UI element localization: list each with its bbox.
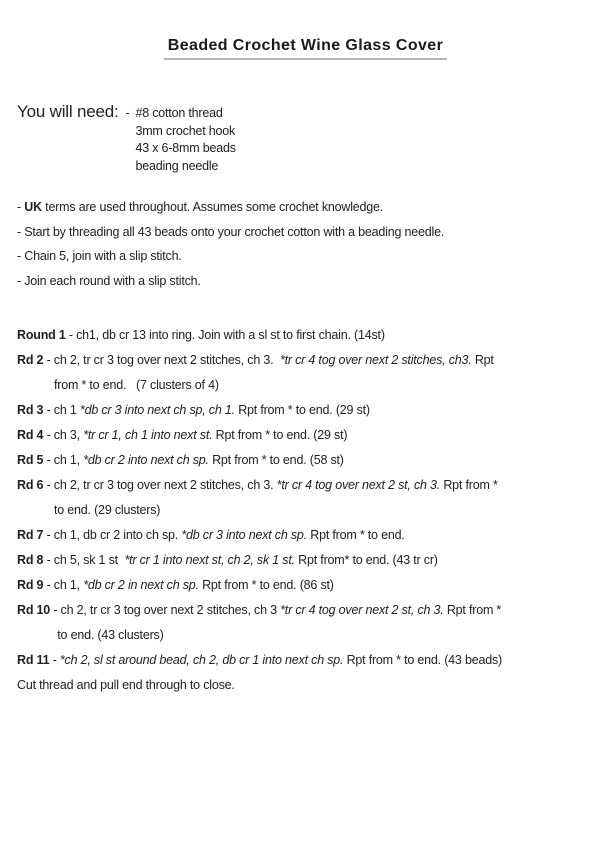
pattern-section: [17, 323, 611, 698]
text-segment: Rd 10: [17, 603, 51, 617]
pattern-line: [17, 498, 611, 523]
text-segment: Cut thread and pull end through to close.: [17, 678, 235, 692]
text-segment: Rd 5: [17, 453, 44, 467]
text-segment: Rpt from *: [440, 478, 498, 492]
title-block: [0, 0, 611, 60]
text-segment: to end. (29 clusters): [54, 503, 161, 517]
material-item: #8 cotton thread: [135, 106, 223, 120]
text-segment: Rpt from* to end. (43 tr cr): [294, 553, 438, 567]
text-segment: - Join each round with a slip stitch.: [17, 273, 201, 288]
text-segment: *db cr 2 in next ch sp.: [83, 578, 199, 592]
text-segment: - ch1, db cr 13 into ring. Join with a sl st to first chain. (14st): [65, 328, 385, 342]
text-segment: -: [17, 200, 25, 214]
pattern-line: [17, 623, 611, 648]
text-segment: *tr cr 1, ch 1 into next st.: [83, 428, 213, 442]
text-segment: terms are used throughout. Assumes some crochet knowledge.: [41, 200, 384, 214]
material-item: beading needle: [135, 158, 219, 173]
text-segment: to end. (43 clusters): [54, 628, 164, 642]
text-segment: - ch 2, tr cr 3 tog over next 2 stitches, ch 3.: [43, 353, 280, 367]
pattern-line: [17, 523, 611, 548]
text-segment: - ch 2, tr cr 3 tog over next 2 stitches, ch 3.: [43, 478, 277, 492]
text-segment: Rpt from * to end. (43 beads): [343, 653, 502, 667]
text-segment: Rd 11: [17, 653, 50, 667]
pattern-line: [17, 323, 611, 348]
materials-dash: -: [125, 106, 130, 120]
material-item: 43 x 6-8mm beads: [135, 141, 236, 155]
text-segment: Round 1: [17, 328, 66, 342]
text-segment: *tr cr 4 tog over next 2 stitches, ch3.: [279, 353, 472, 367]
text-segment: Rd 4: [17, 428, 44, 442]
text-segment: Rd 6: [17, 478, 44, 492]
pattern-line: [17, 348, 611, 373]
text-segment: - ch 1,: [43, 578, 84, 592]
text-segment: Rd 9: [17, 578, 44, 592]
pattern-line: [17, 373, 611, 398]
text-segment: Rpt: [471, 353, 494, 367]
note-line: [17, 269, 611, 294]
pattern-line: [17, 423, 611, 448]
pattern-line: [17, 648, 611, 673]
pattern-line: [17, 598, 611, 623]
text-segment: *db cr 3 into next ch sp, ch 1.: [79, 403, 235, 417]
text-segment: Rpt from * to end. (58 st): [208, 453, 344, 467]
note-line: [17, 195, 611, 220]
pattern-line: [17, 473, 611, 498]
text-segment: *tr cr 4 tog over next 2 st, ch 3.: [276, 478, 441, 492]
pattern-line: [17, 673, 611, 698]
text-segment: - ch 3,: [43, 428, 84, 442]
text-segment: - ch 1, db cr 2 into ch sp.: [43, 528, 182, 542]
text-segment: - Chain 5, join with a slip stitch.: [17, 249, 182, 263]
text-segment: Rpt from * to end. (29 st): [234, 403, 370, 417]
material-item: 3mm crochet hook: [135, 123, 236, 138]
note-line: [17, 220, 611, 245]
text-segment: Rd 3: [17, 403, 44, 417]
text-segment: Rpt from * to end. (29 st): [212, 428, 348, 442]
materials-list: [135, 105, 235, 175]
pattern-line: [17, 398, 611, 423]
pattern-line: [17, 548, 611, 573]
text-segment: *db cr 3 into next ch sp.: [181, 528, 307, 542]
materials-section: [17, 102, 611, 175]
text-segment: - ch 1,: [43, 453, 84, 467]
pattern-line: [17, 448, 611, 473]
text-segment: UK: [24, 200, 42, 214]
notes-section: [17, 195, 611, 293]
text-segment: *db cr 2 into next ch sp.: [83, 453, 209, 467]
text-segment: *tr cr 4 tog over next 2 st, ch 3.: [280, 603, 444, 617]
text-segment: Rpt from * to end. (86 st): [198, 578, 334, 592]
text-segment: Rd 7: [17, 528, 44, 542]
pattern-line: [17, 573, 611, 598]
text-segment: *ch 2, sl st around bead, ch 2, db cr 1 into next ch sp.: [59, 653, 344, 667]
page-title: Beaded Crochet Wine Glass Cover: [164, 37, 447, 60]
text-segment: Rpt from * to end.: [306, 528, 405, 542]
note-line: [17, 244, 611, 269]
text-segment: - ch 1: [43, 403, 80, 417]
text-segment: - ch 2, tr cr 3 tog over next 2 stitches, ch 3: [50, 603, 281, 617]
text-segment: - Start by threading all 43 beads onto your crochet cotton with a beading needle.: [17, 224, 445, 239]
text-segment: -: [49, 653, 60, 667]
text-segment: *tr cr 1 into next st, ch 2, sk 1 st.: [124, 553, 295, 567]
text-segment: Rpt from *: [443, 603, 502, 617]
materials-label: You will need:: [17, 102, 119, 121]
text-segment: - ch 5, sk 1 st: [43, 553, 125, 567]
text-segment: Rd 8: [17, 553, 44, 567]
text-segment: from * to end. (7 clusters of 4): [54, 378, 219, 392]
text-segment: Rd 2: [17, 353, 44, 367]
